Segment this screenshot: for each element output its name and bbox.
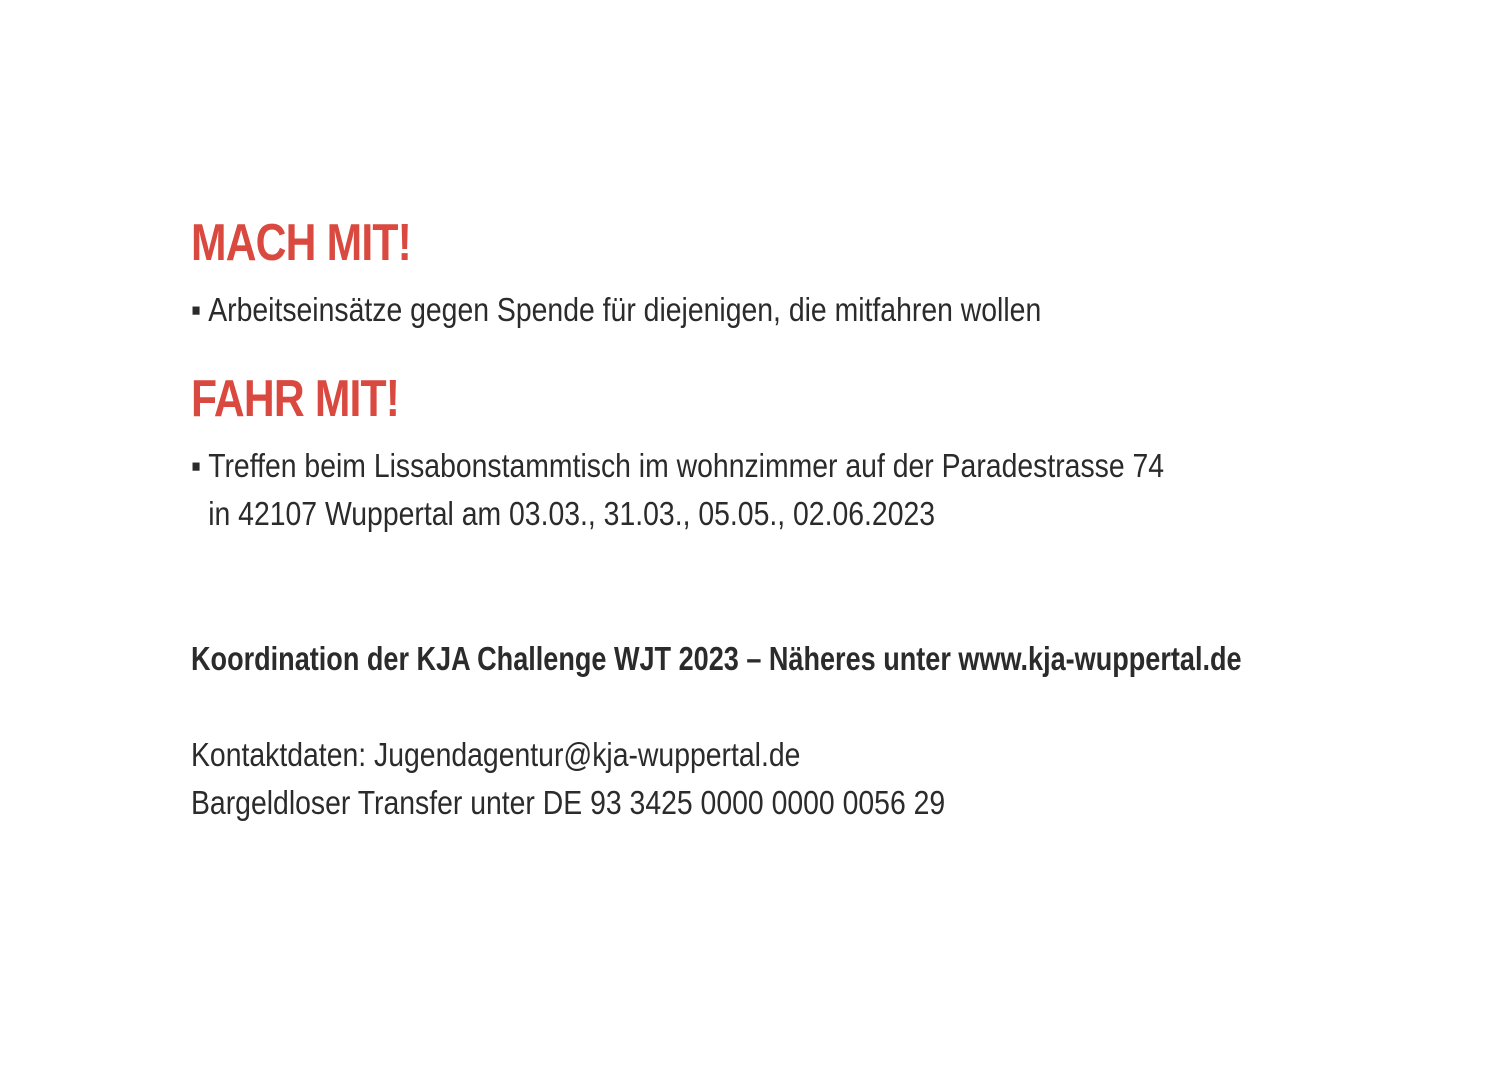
section-heading-mach-mit: MACH MIT! xyxy=(191,214,411,272)
bullet-mark: ▪ xyxy=(191,447,202,484)
bullet-item xyxy=(191,286,1257,334)
bullet-text: Arbeitseinsätze gegen Spende für diejenigen, die mitfahren wollen xyxy=(208,291,1042,328)
coordination-line: Koordination der KJA Challenge WJT 2023 – Näheres unter www.kja-wuppertal.de xyxy=(191,640,1242,677)
bullet-mark: ▪ xyxy=(191,291,202,328)
bank-transfer-line: Bargeldloser Transfer unter DE 93 3425 0000 0000 0056 29 xyxy=(191,784,946,821)
flyer-content xyxy=(191,212,1431,827)
bullet-item xyxy=(191,442,1257,490)
section-heading-fahr-mit: FAHR MIT! xyxy=(191,370,400,428)
bullet-text: Treffen beim Lissabonstammtisch im wohnzimmer auf der Paradestrasse 74 xyxy=(208,447,1165,484)
contact-email-line: Kontaktdaten: Jugendagentur@kja-wuppertal.de xyxy=(191,736,801,773)
bullet-text-continued: in 42107 Wuppertal am 03.03., 31.03., 05.05., 02.06.2023 xyxy=(208,495,936,532)
